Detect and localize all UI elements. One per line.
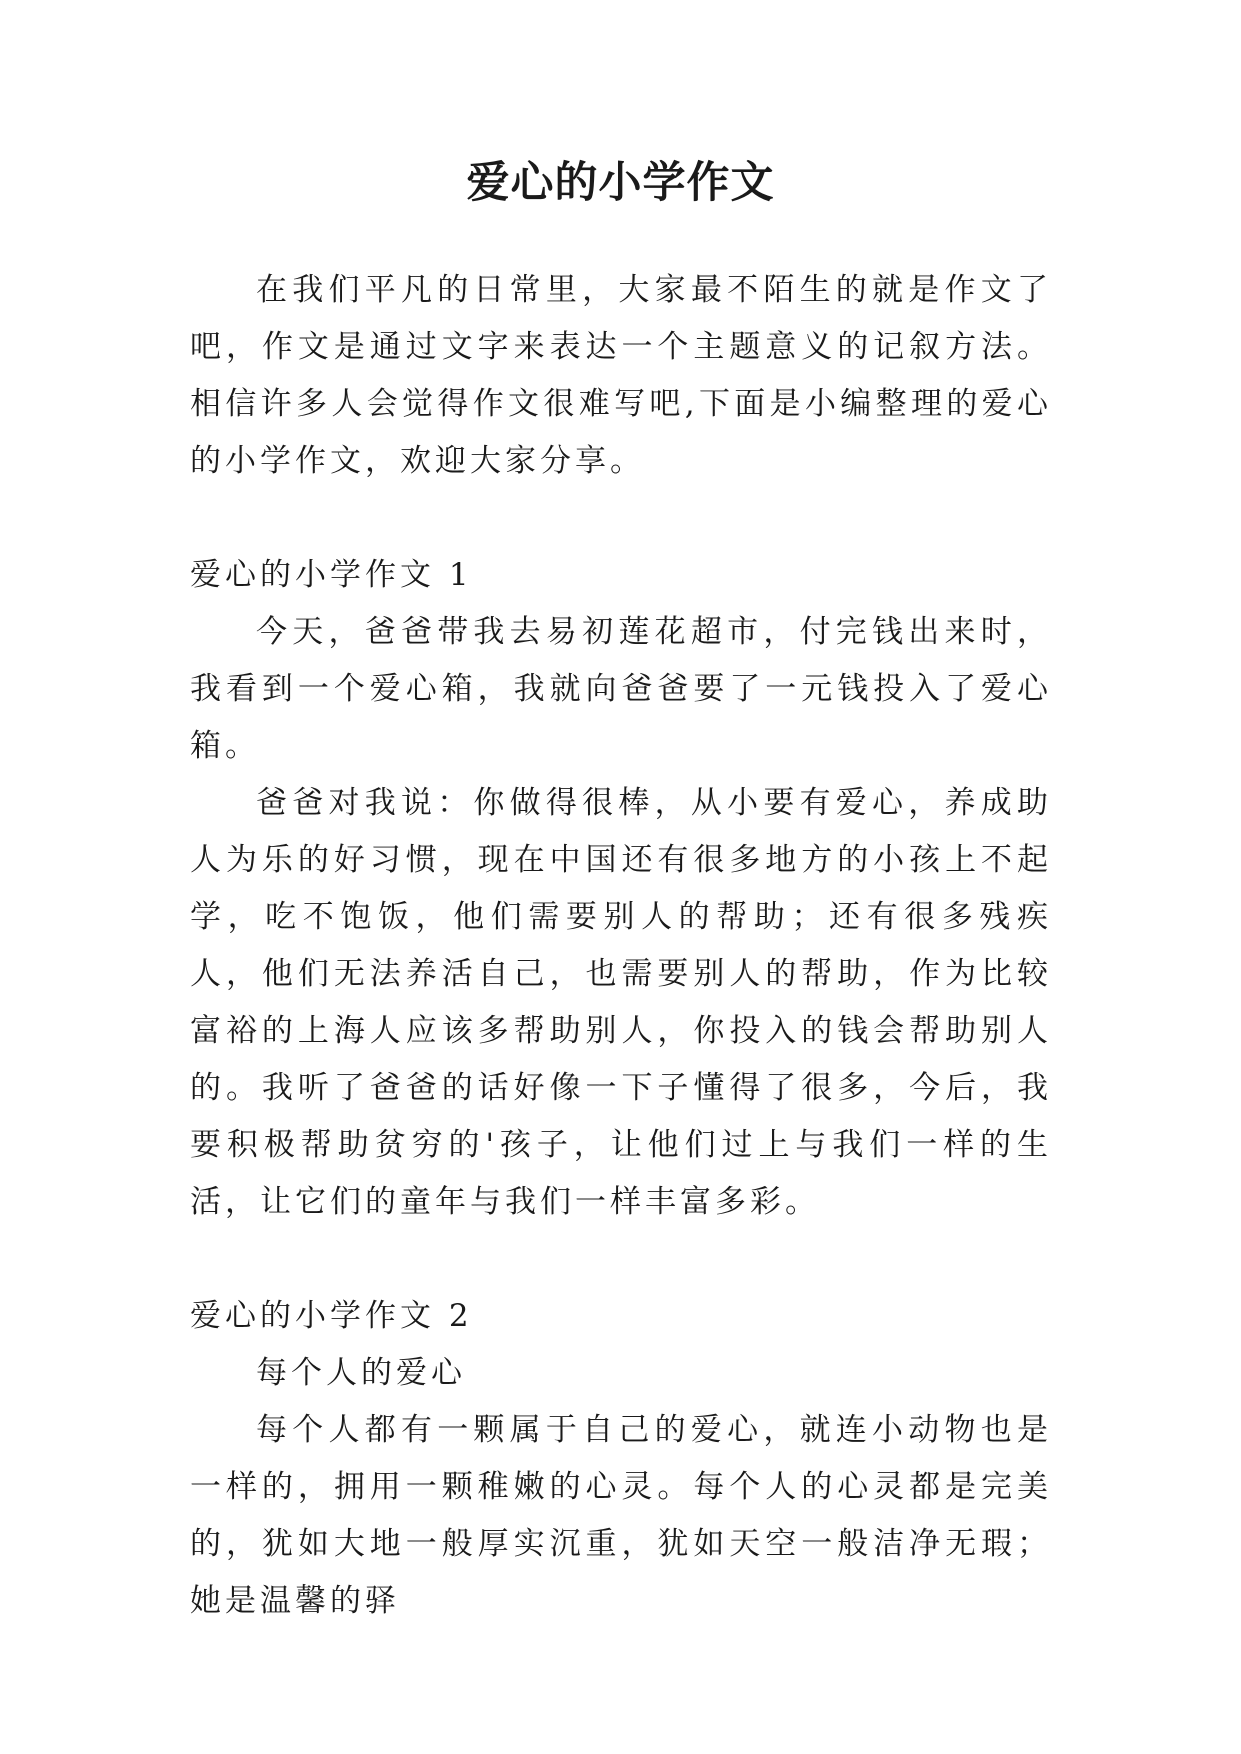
intro-paragraph: 在我们平凡的日常里，大家最不陌生的就是作文了吧，作文是通过文字来表达一个主题意义的记叙方法。相信许多人会觉得作文很难写吧,下面是小编整理的爱心的小学作文，欢迎大家分享。 (190, 272, 1052, 479)
section-gap (190, 1231, 1052, 1288)
document-body (190, 262, 1052, 1630)
section-1-paragraph-1: 今天，爸爸带我去易初莲花超市，付完钱出来时，我看到一个爱心箱，我就向爸爸要了一元钱投入了爱心箱。 (190, 614, 1052, 764)
section-1-paragraph-2: 爸爸对我说：你做得很棒，从小要有爱心，养成助人为乐的好习惯，现在中国还有很多地方的小孩上不起学，吃不饱饭，他们需要别人的帮助；还有很多残疾人，他们无法养活自己，也需要别人的帮助，作为比较富裕的上海人应该多帮助别人，你投入的钱会帮助别人的。我听了爸爸的话好像一下子懂得了很多，今后，我要积极帮助贫穷的'孩子，让他们过上与我们一样的生活，让它们的童年与我们一样丰富多彩。 (190, 785, 1052, 1220)
section-2-paragraph-1: 每个人都有一颗属于自己的爱心，就连小动物也是一样的，拥用一颗稚嫩的心灵。每个人的心灵都是完美的，犹如大地一般厚实沉重，犹如天空一般洁净无瑕；她是温馨的驿 (190, 1412, 1052, 1619)
document-title: 爱心的小学作文 (466, 158, 775, 208)
section-gap (190, 490, 1052, 547)
section-heading-1: 爱心的小学作文 1 (190, 557, 473, 593)
section-heading-2: 爱心的小学作文 2 (190, 1298, 473, 1334)
section-2-subtitle: 每个人的爱心 (256, 1355, 466, 1391)
